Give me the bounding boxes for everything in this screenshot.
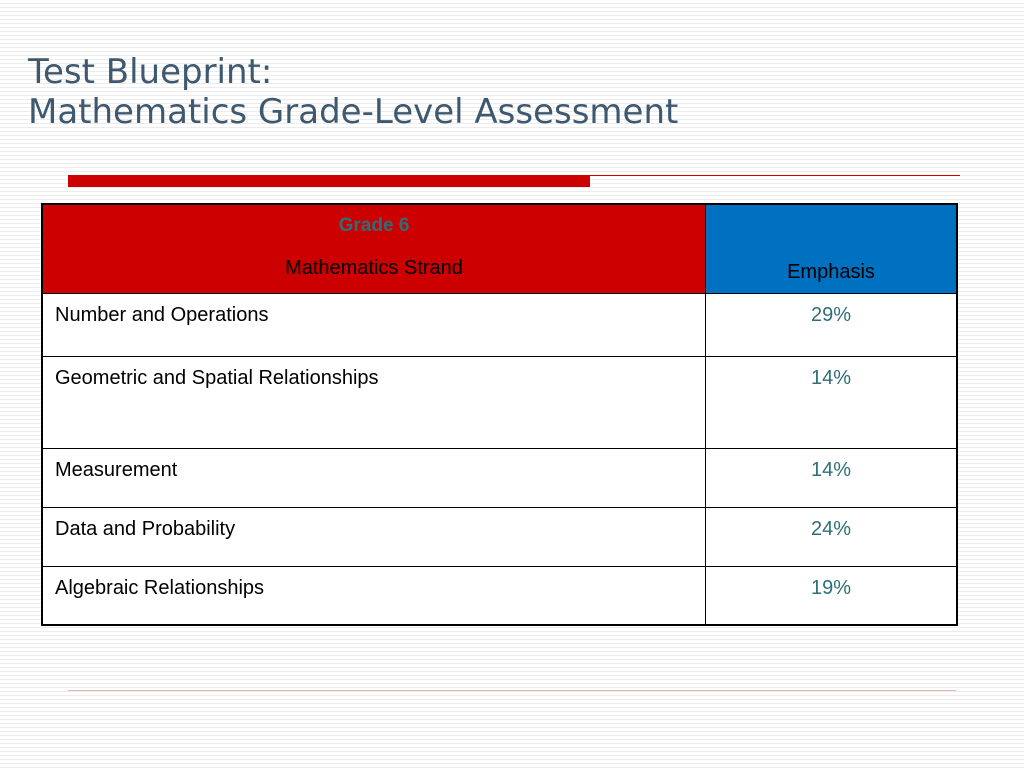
table-row	[42, 294, 957, 357]
slide-title-line-2: Mathematics Grade-Level Assessment	[28, 92, 679, 132]
table-row	[42, 449, 957, 508]
emphasis-column-header: Emphasis	[787, 261, 875, 283]
strand-cell: Data and Probability	[42, 508, 706, 567]
emphasis-cell: 14%	[706, 357, 958, 449]
emphasis-cell: 29%	[706, 294, 958, 357]
blueprint-table	[41, 203, 958, 626]
grade-label: Grade 6	[338, 215, 410, 236]
emphasis-cell: 14%	[706, 449, 958, 508]
emphasis-cell: 24%	[706, 508, 958, 567]
strand-cell: Number and Operations	[42, 294, 706, 357]
table-row	[42, 357, 957, 449]
strand-header-cell	[42, 204, 706, 294]
table-header-row	[42, 204, 957, 294]
footer-line	[68, 690, 956, 691]
accent-bar	[68, 175, 590, 187]
strand-cell: Measurement	[42, 449, 706, 508]
emphasis-cell: 19%	[706, 567, 958, 625]
slide-title	[28, 52, 678, 132]
strand-cell: Geometric and Spatial Relationships	[42, 357, 706, 449]
slide-title-line-1: Test Blueprint:	[28, 52, 273, 92]
table-row	[42, 508, 957, 567]
strand-cell: Algebraic Relationships	[42, 567, 706, 625]
table-row	[42, 567, 957, 625]
accent-line	[590, 175, 960, 176]
strand-column-header: Mathematics Strand	[285, 257, 463, 279]
emphasis-header-cell	[706, 204, 958, 294]
